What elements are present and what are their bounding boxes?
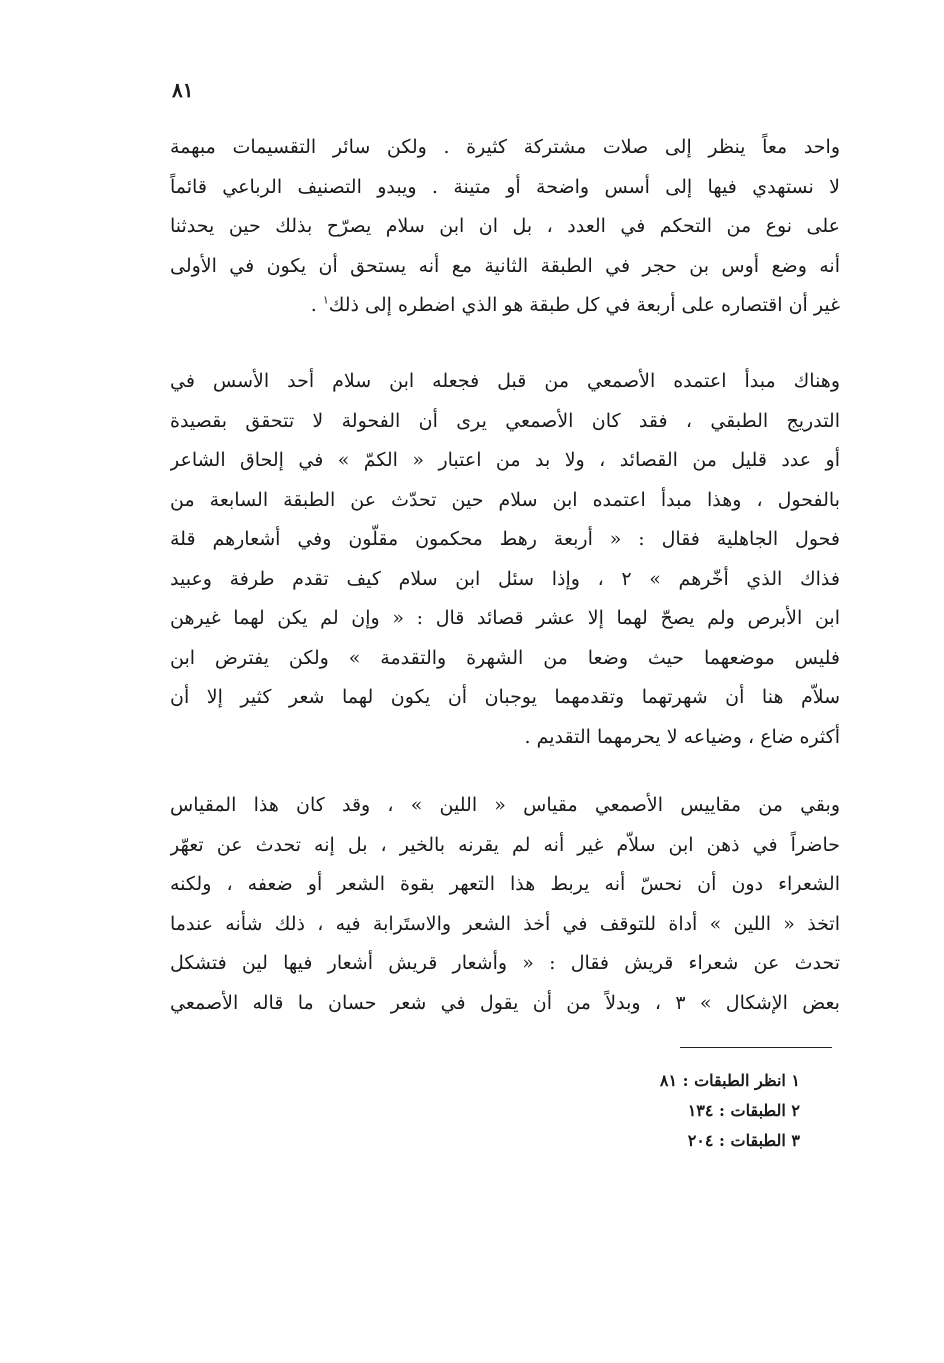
text-line: اتخذ « اللين » أداة للتوقف في أخذ الشعر والاستَرابة فيه ، ذلك شأنه عندما (170, 912, 840, 935)
text-line: لا نستهدي فيها إلى أسس واضحة أو متينة . ويبدو التصنيف الرباعي قائماً (170, 175, 840, 198)
text-line: تحدث عن شعراء قريش فقال : « وأشعار قريش أشعار فيها لين فتشكل (170, 952, 840, 974)
footnote-3: ٣ الطبقات : ٢٠٤ (687, 1131, 800, 1150)
text-line: وهناك مبدأ اعتمده الأصمعي من قبل فجعله ابن سلام أحد الأسس في (170, 370, 840, 392)
text-line: على نوع من التحكم في العدد ، بل ان ابن سلام يصرّح بذلك حين يحدثنا (170, 215, 840, 237)
text-line: أو عدد قليل من القصائد ، ولا بد من اعتبار « الكمّ » في إلحاق الشاعر (170, 449, 840, 471)
paragraph-2 (170, 362, 840, 757)
text-line: سلاّم هنا أن شهرتهما وتقدمهما يوجبان أن يكون لهما شعر كثير إلا أن (170, 686, 840, 708)
page-number: ٨١ (172, 78, 194, 102)
text-line: وبقي من مقاييس الأصمعي مقياس « اللين » ، وقد كان هذا المقياس (170, 794, 840, 816)
footnote-1: ١ انظر الطبقات : ٨١ (659, 1071, 800, 1090)
text-line: الشعراء دون أن نحسّ أنه يربط هذا التعهر بقوة الشعر أو ضعفه ، ولكنه (170, 873, 840, 895)
text-line: حاضراً في ذهن ابن سلاّم غير أنه لم يقرنه بالخير ، بل إنه تحدث عن تعهّر (170, 833, 840, 856)
text-line-tail: . (310, 294, 323, 316)
text-line: فذاك الذي أخّرهم » ٢ ، وإذا سئل ابن سلام كيف تقدم طرفة وعبيد (170, 567, 840, 590)
text-line: ابن الأبرص ولم يصحّ لهما إلا عشر قصائد قال : « وإن لم يكن لهما غيرهن (170, 607, 840, 629)
footnote-2: ٢ الطبقات : ١٣٤ (687, 1101, 800, 1120)
paragraph-3 (170, 786, 840, 1023)
footnotes (560, 1066, 800, 1156)
footnote-separator (680, 1047, 832, 1048)
text-line (170, 286, 840, 326)
text-line-body: غير أن اقتصاره على أربعة في كل طبقة هو الذي اضطره إلى ذلك (328, 294, 840, 316)
text-line: أنه وضع أوس بن حجر في الطبقة الثانية مع أنه يستحق أن يكون في الأولى (170, 254, 840, 277)
text-line: التدريج الطبقي ، فقد كان الأصمعي يرى أن الفحولة لا تتحقق بقصيدة (170, 409, 840, 432)
text-line: بعض الإشكال » ٣ ، وبدلاً من أن يقول في شعر حسان ما قاله الأصمعي (170, 991, 840, 1014)
paragraph-1 (170, 128, 840, 326)
text-line: فليس موضعهما حيث وضعا من الشهرة والتقدمة » ولكن يفترض ابن (170, 646, 840, 669)
footnote-marker: ١ (322, 293, 329, 307)
text-line: أكثره ضاع ، وضياعه لا يحرمهما التقديم . (524, 725, 840, 748)
text-line: واحد معاً ينظر إلى صلات مشتركة كثيرة . ولكن سائر التقسيمات مبهمة (170, 136, 840, 158)
text-line: فحول الجاهلية فقال : « أربعة رهط محكمون مقلّون وفي أشعارهم قلة (170, 528, 840, 550)
text-line: بالفحول ، وهذا مبدأ اعتمده ابن سلام حين تحدّث عن الطبقة السابعة من (170, 488, 840, 511)
